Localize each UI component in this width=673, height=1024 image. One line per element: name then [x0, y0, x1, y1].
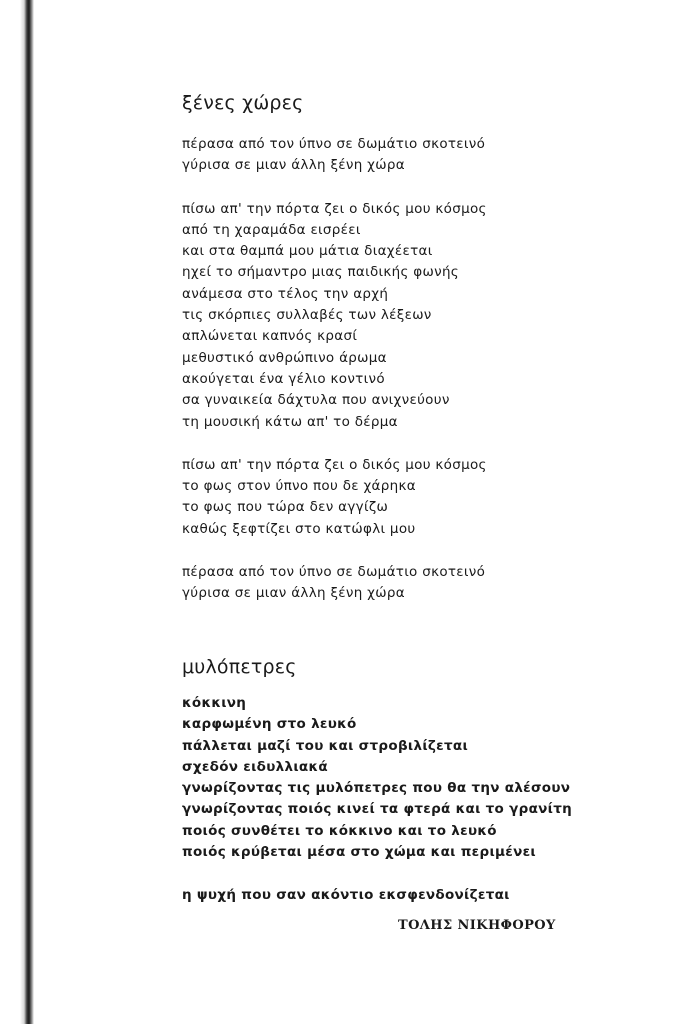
stanza — [182, 885, 572, 906]
poem-line: ακούγεται ένα γέλιο κοντινό — [182, 370, 385, 387]
stanza — [182, 455, 487, 540]
poem-line: τις σκόρπιες συλλαβές των λέξεων — [182, 307, 432, 324]
poem-line: καρφωμένη στο λευκό — [182, 716, 357, 733]
poem-line: πίσω απ' την πόρτα ζει ο δικός μου κόσμος — [182, 200, 487, 217]
poem-line: καθώς ξεφτίζει στο κατώφλι μου — [182, 520, 416, 537]
poem-line: σχεδόν ειδυλλιακά — [182, 758, 328, 775]
poem-line: γύρισα σε μιαν άλλη ξένη χώρα — [182, 157, 405, 174]
poem-line: γνωρίζοντας ποιός κινεί τα φτερά και το γρανίτη — [182, 801, 573, 818]
poem-line: ανάμεσα στο τέλος την αρχή — [182, 285, 389, 302]
poem-title: ξένες χώρες — [182, 92, 304, 114]
poem-line: γύρισα σε μιαν άλλη ξένη χώρα — [182, 585, 405, 602]
poem-xenes-chores — [182, 92, 487, 605]
poem-line: σα γυναικεία δάχτυλα που ανιχνεύουν — [182, 392, 450, 409]
poem-line: η ψυχή που σαν ακόντιο εκσφενδονίζεται — [182, 887, 510, 904]
stanza — [182, 199, 487, 433]
poem-line: από τη χαραμάδα εισρέει — [182, 221, 361, 238]
stanza — [182, 693, 572, 863]
poem-line: ποιός συνθέτει το κόκκινο και το λευκό — [182, 822, 497, 839]
poem-line: απλώνεται καπνός κρασί — [182, 328, 358, 345]
stanza — [182, 134, 487, 177]
poem-line: πάλλεται μαζί του και στροβιλίζεται — [182, 737, 469, 754]
poem-line: τη μουσική κάτω απ' το δέρμα — [182, 413, 398, 430]
poem-line: το φως στον ύπνο που δε χάρηκα — [182, 478, 416, 495]
poem-title: μυλόπετρες — [182, 656, 297, 678]
author-name: ΤΟΛΗΣ ΝΙΚΗΦΟΡΟΥ — [398, 918, 556, 933]
poem-line: γνωρίζοντας τις μυλόπετρες που θα την αλέσουν — [182, 780, 571, 797]
poem-line: το φως που τώρα δεν αγγίζω — [182, 499, 389, 516]
poem-line: και στα θαμπά μου μάτια διαχέεται — [182, 243, 433, 260]
poem-line: πέρασα από τον ύπνο σε δωμάτιο σκοτεινό — [182, 136, 486, 152]
poem-mylopetres — [182, 656, 572, 907]
poem-line: πίσω απ' την πόρτα ζει ο δικός μου κόσμος — [182, 456, 487, 473]
poem-line: μεθυστικό ανθρώπινο άρωμα — [182, 349, 387, 366]
poem-line: κόκκινη — [182, 695, 247, 711]
page-spine-shadow — [0, 0, 34, 1024]
poem-line: πέρασα από τον ύπνο σε δωμάτιο σκοτεινό — [182, 564, 486, 581]
poem-line: ηχεί το σήμαντρο μιας παιδικής φωνής — [182, 264, 460, 281]
poem-line: ποιός κρύβεται μέσα στο χώμα και περιμένει — [182, 844, 536, 861]
stanza — [182, 562, 487, 605]
